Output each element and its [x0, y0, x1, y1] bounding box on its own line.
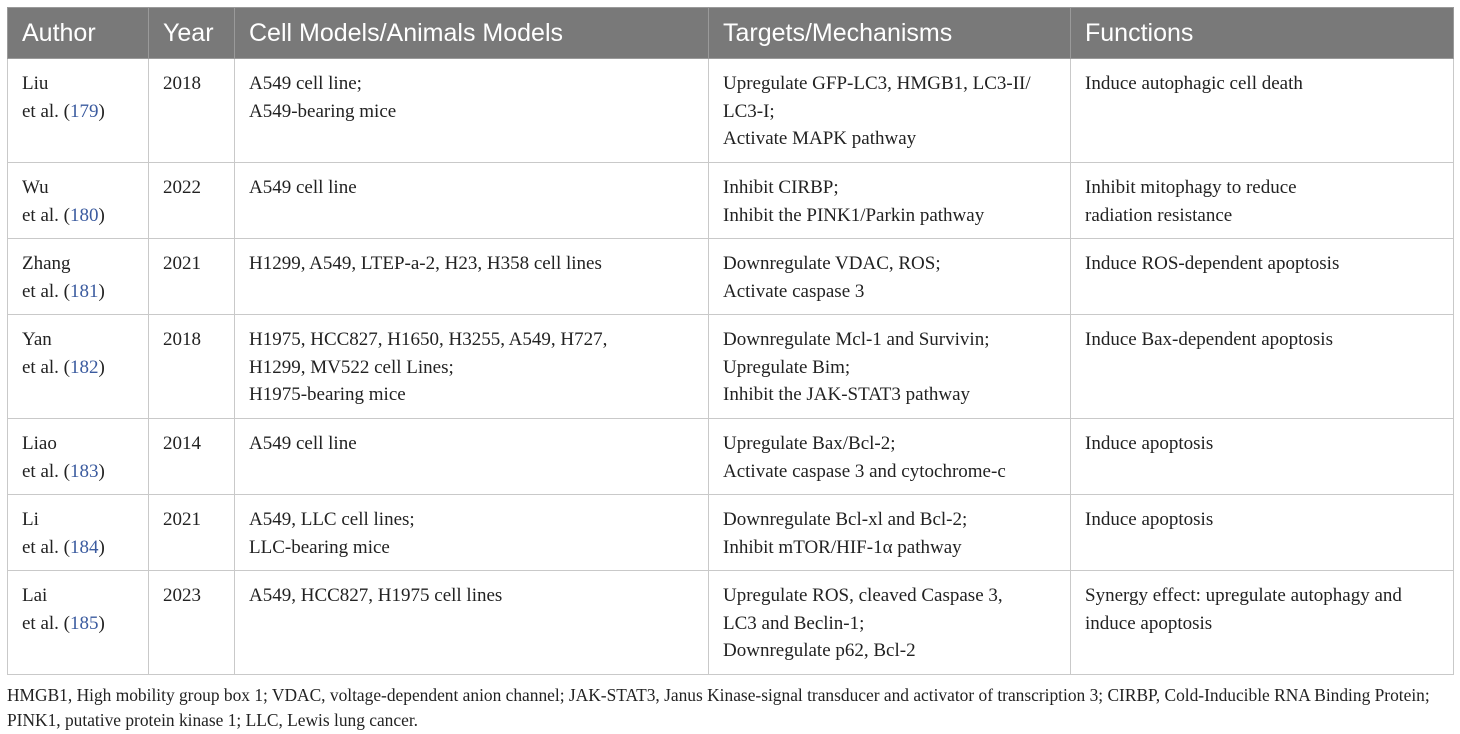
targets-cell	[709, 571, 1071, 675]
targets-cell-line: Downregulate VDAC, ROS;	[723, 253, 941, 274]
author-etal: et al. (	[22, 204, 71, 226]
author-name: Liao	[22, 433, 57, 454]
header-year: Year	[149, 8, 235, 59]
targets-cell-line: LC3-I;	[723, 100, 775, 122]
author-cell	[8, 495, 149, 571]
author-etal: et al. (	[22, 536, 71, 558]
study-table	[7, 7, 1454, 675]
table-row	[8, 571, 1454, 675]
targets-cell	[709, 163, 1071, 239]
author-citation	[22, 534, 134, 562]
year-cell: 2021	[149, 239, 235, 315]
functions-cell	[1071, 495, 1454, 571]
reference-link[interactable]: 179	[70, 100, 99, 122]
author-etal: et al. (	[22, 280, 71, 302]
models-cell-line: H1299, A549, LTEP-a-2, H23, H358 cell lines	[249, 253, 602, 274]
author-citation	[22, 278, 134, 306]
models-cell	[235, 163, 709, 239]
author-etal: et al. (	[22, 100, 71, 122]
header-models: Cell Models/Animals Models	[235, 8, 709, 59]
models-cell-line: A549-bearing mice	[249, 100, 397, 122]
table-row	[8, 239, 1454, 315]
models-cell-line: A549, LLC cell lines;	[249, 509, 415, 530]
models-cell	[235, 59, 709, 163]
author-citation	[22, 98, 134, 126]
table-row	[8, 315, 1454, 419]
author-close-paren: )	[98, 460, 105, 482]
author-name: Li	[22, 509, 39, 530]
table-row	[8, 163, 1454, 239]
models-cell	[235, 495, 709, 571]
author-citation	[22, 610, 134, 638]
functions-cell	[1071, 163, 1454, 239]
year-cell: 2018	[149, 315, 235, 419]
table-row	[8, 59, 1454, 163]
reference-link[interactable]: 180	[70, 204, 99, 226]
author-etal: et al. (	[22, 356, 71, 378]
author-close-paren: )	[98, 100, 105, 122]
targets-cell-line: Inhibit CIRBP;	[723, 177, 839, 198]
targets-cell-line: Upregulate Bax/Bcl-2;	[723, 433, 896, 454]
models-cell	[235, 419, 709, 495]
functions-cell-line: Induce apoptosis	[1085, 509, 1214, 530]
functions-cell-line: Inhibit mitophagy to reduce	[1085, 177, 1297, 198]
models-cell	[235, 571, 709, 675]
targets-cell-line: Inhibit mTOR/HIF-1α pathway	[723, 536, 962, 558]
reference-link[interactable]: 181	[70, 280, 99, 302]
targets-cell	[709, 419, 1071, 495]
targets-cell-line: Downregulate Bcl-xl and Bcl-2;	[723, 509, 968, 530]
models-cell-line: H1975-bearing mice	[249, 384, 406, 405]
targets-cell	[709, 239, 1071, 315]
author-cell	[8, 571, 149, 675]
author-close-paren: )	[98, 280, 105, 302]
table-row	[8, 419, 1454, 495]
year-cell: 2014	[149, 419, 235, 495]
targets-cell-line: Downregulate p62, Bcl-2	[723, 640, 916, 661]
header-author: Author	[8, 8, 149, 59]
author-close-paren: )	[98, 204, 105, 226]
author-close-paren: )	[98, 536, 105, 558]
targets-cell-line: Activate caspase 3	[723, 280, 865, 302]
models-cell-line: LLC-bearing mice	[249, 536, 390, 558]
year-cell: 2018	[149, 59, 235, 163]
models-cell-line: A549 cell line;	[249, 73, 362, 94]
functions-cell	[1071, 571, 1454, 675]
author-name: Wu	[22, 177, 49, 198]
models-cell	[235, 315, 709, 419]
functions-cell-line: radiation resistance	[1085, 204, 1233, 226]
models-cell	[235, 239, 709, 315]
models-cell-line: H1299, MV522 cell Lines;	[249, 356, 454, 378]
functions-cell-line: Induce Bax-dependent apoptosis	[1085, 329, 1333, 350]
author-citation	[22, 202, 134, 230]
author-cell	[8, 315, 149, 419]
year-cell: 2022	[149, 163, 235, 239]
models-cell-line: A549, HCC827, H1975 cell lines	[249, 585, 503, 606]
targets-cell	[709, 495, 1071, 571]
table-header-row	[8, 8, 1454, 59]
author-citation	[22, 354, 134, 382]
targets-cell	[709, 59, 1071, 163]
functions-cell-line: Induce autophagic cell death	[1085, 73, 1303, 94]
functions-cell-line: Synergy effect: upregulate autophagy and	[1085, 585, 1402, 606]
targets-cell-line: Inhibit the PINK1/Parkin pathway	[723, 204, 985, 226]
functions-cell	[1071, 419, 1454, 495]
table-row	[8, 495, 1454, 571]
targets-cell-line: Upregulate Bim;	[723, 356, 851, 378]
reference-link[interactable]: 183	[70, 460, 99, 482]
targets-cell-line: Inhibit the JAK-STAT3 pathway	[723, 384, 971, 405]
author-close-paren: )	[98, 612, 105, 634]
functions-cell-line: Induce ROS-dependent apoptosis	[1085, 253, 1340, 274]
header-targets: Targets/Mechanisms	[709, 8, 1071, 59]
reference-link[interactable]: 182	[70, 356, 99, 378]
targets-cell-line: Downregulate Mcl-1 and Survivin;	[723, 329, 990, 350]
author-name: Yan	[22, 329, 52, 350]
author-name: Zhang	[22, 253, 71, 274]
targets-cell-line: Activate MAPK pathway	[723, 128, 917, 149]
year-cell: 2021	[149, 495, 235, 571]
author-name: Liu	[22, 73, 49, 94]
table-footnote: HMGB1, High mobility group box 1; VDAC, voltage-dependent anion channel; JAK-STAT3, Janus Kinase-signal transducer and activator of transcription 3; CIRBP, Cold-Inducible RNA Binding Protein; PINK1, putative protein kinase 1; LLC, Lewis lung cancer.	[7, 685, 1430, 730]
table-body	[8, 59, 1454, 675]
author-cell	[8, 59, 149, 163]
targets-cell-line: Upregulate ROS, cleaved Caspase 3,	[723, 585, 1003, 606]
year-cell: 2023	[149, 571, 235, 675]
targets-cell-line: LC3 and Beclin-1;	[723, 612, 865, 634]
author-cell	[8, 239, 149, 315]
functions-cell	[1071, 59, 1454, 163]
author-etal: et al. (	[22, 612, 71, 634]
header-functions: Functions	[1071, 8, 1454, 59]
author-close-paren: )	[98, 356, 105, 378]
author-cell	[8, 419, 149, 495]
models-cell-line: H1975, HCC827, H1650, H3255, A549, H727,	[249, 329, 608, 350]
targets-cell	[709, 315, 1071, 419]
author-citation	[22, 458, 134, 486]
author-etal: et al. (	[22, 460, 71, 482]
functions-cell-line: induce apoptosis	[1085, 612, 1213, 634]
reference-link[interactable]: 184	[70, 536, 99, 558]
targets-cell-line: Activate caspase 3 and cytochrome-c	[723, 460, 1006, 482]
author-cell	[8, 163, 149, 239]
author-name: Lai	[22, 585, 48, 606]
models-cell-line: A549 cell line	[249, 433, 357, 454]
targets-cell-line: Upregulate GFP-LC3, HMGB1, LC3-II/	[723, 73, 1031, 94]
functions-cell	[1071, 239, 1454, 315]
models-cell-line: A549 cell line	[249, 177, 357, 198]
functions-cell	[1071, 315, 1454, 419]
reference-link[interactable]: 185	[70, 612, 99, 634]
functions-cell-line: Induce apoptosis	[1085, 433, 1214, 454]
